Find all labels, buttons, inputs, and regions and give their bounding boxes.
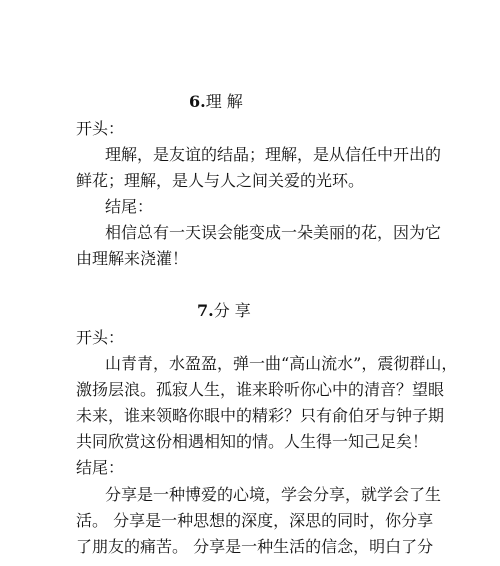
section-6-title: 理 解 — [205, 92, 243, 111]
section-7-opening-line-2: 激扬层浪。孤寂人生，谁来聆听你心中的清音？望眼 — [76, 380, 445, 399]
section-7-opening-line-4: 共同欣赏这份相遇相知的情。人生得一知己足矣！ — [76, 432, 429, 451]
section-7-heading — [197, 301, 251, 321]
section-6-heading — [189, 92, 243, 112]
section-6-opening-label: 开头： — [76, 119, 125, 138]
section-6-ending-line-2: 由理解来浇灌！ — [76, 249, 189, 268]
section-7-number: 7. — [197, 301, 214, 320]
section-6-number: 6. — [189, 92, 206, 111]
section-6-ending-line-1: 相信总有一天误会能变成一朵美丽的花，因为它 — [105, 223, 442, 242]
section-7-ending-line-1: 分享是一种博爱的心境，学会分享，就学会了生 — [105, 485, 442, 504]
section-6-opening-line-1: 理解，是友谊的结晶；理解，是从信任中开出的 — [105, 145, 442, 164]
section-6-ending-label: 结尾： — [105, 197, 154, 216]
section-7-title: 分 享 — [213, 301, 251, 320]
section-6-opening-line-2: 鲜花；理解，是人与人之间关爱的光环。 — [76, 171, 365, 190]
section-7-opening-line-3: 未来，谁来领略你眼中的精彩？只有俞伯牙与钟子期 — [76, 406, 445, 425]
section-7-ending-line-2: 活。 分享是一种思想的深度，深思的同时，你分享 — [76, 511, 434, 530]
section-7-ending-line-3: 了朋友的痛苦。 分享是一种生活的信念，明白了分 — [76, 537, 434, 556]
section-7-opening-line-1: 山青青，水盈盈，弹一曲“高山流水”，震彻群山， — [105, 354, 458, 373]
section-7-ending-label: 结尾： — [76, 458, 125, 477]
section-7-opening-label: 开头： — [76, 328, 125, 347]
